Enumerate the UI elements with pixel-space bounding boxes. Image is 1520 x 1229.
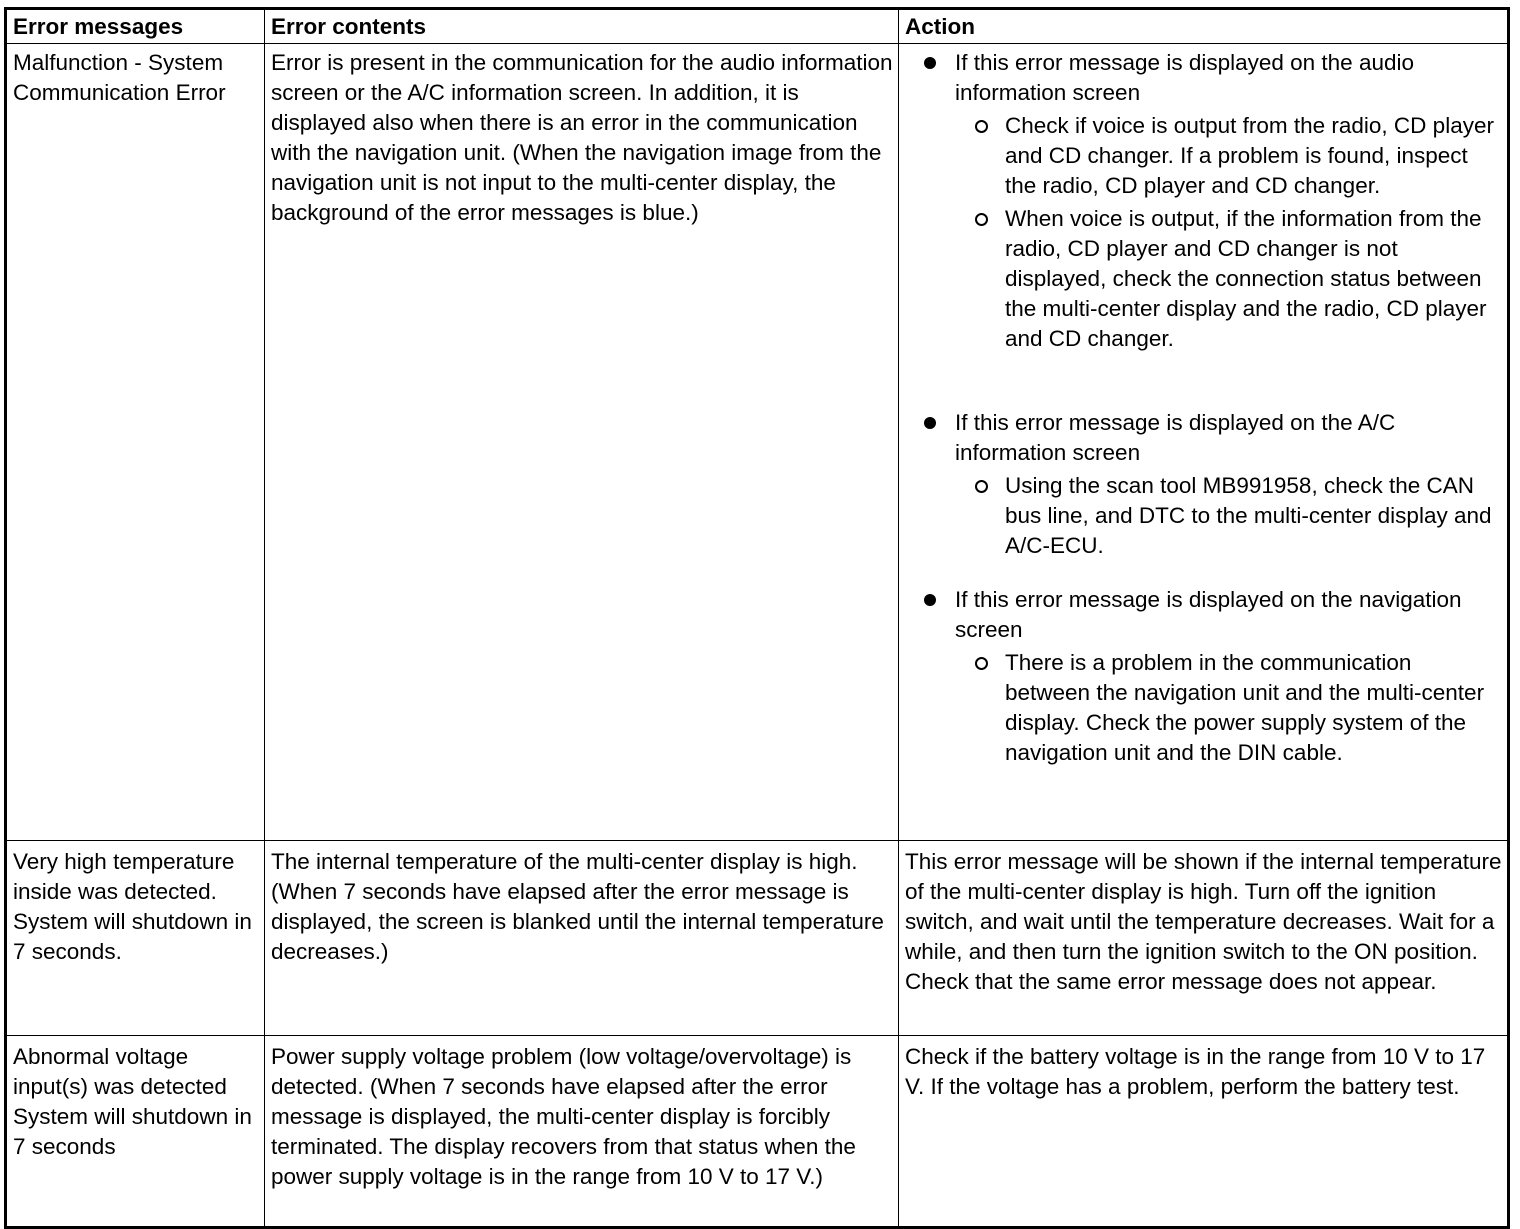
error-message-cell: Very high temperature inside was detected. System will shutdown in 7 seconds. [6,841,265,1036]
circle-bullet-icon [975,480,988,493]
error-message-cell: Malfunction - System Communication Error [6,44,265,841]
circle-bullet-icon [975,657,988,670]
action-sub-item [905,648,1502,768]
circle-bullet-icon [975,120,988,133]
bullet-dot-icon [924,417,936,429]
action-sub-text: When voice is output, if the information from the radio, CD player and CD changer is not displayed, check the connection status between the multi-center display and the radio, CD player and CD changer. [1005,206,1487,351]
table-row [6,841,1509,1036]
error-contents-cell: Power supply voltage problem (low voltage/overvoltage) is detected. (When 7 seconds have elapsed after the error message is displayed, the multi-center display is forcibly terminated. The display recovers from that status when the power supply voltage is in the range from 10 V to 17 V.) [265,1036,899,1228]
header-row [6,9,1509,44]
action-bullet-text: If this error message is displayed on the navigation screen [955,587,1462,642]
action-bullet-text: If this error message is displayed on the audio information screen [955,50,1414,105]
action-group [905,585,1502,768]
action-sub-text: Using the scan tool MB991958, check the CAN bus line, and DTC to the multi-center display and A/C-ECU. [1005,473,1492,558]
action-sub-item [905,111,1502,201]
table-row [6,44,1509,841]
action-sub-text: There is a problem in the communication between the navigation unit and the multi-center display. Check the power supply system of the navigation unit and the DIN cable. [1005,650,1485,765]
bullet-dot-icon [924,57,936,69]
error-message-cell: Abnormal voltage input(s) was detected System will shutdown in 7 seconds [6,1036,265,1228]
action-group [905,408,1502,561]
header-error-contents: Error contents [265,9,899,44]
error-contents-cell: The internal temperature of the multi-center display is high. (When 7 seconds have elapsed after the error message is displayed, the screen is blanked until the internal temperature decreases.) [265,841,899,1036]
error-contents-cell: Error is present in the communication for the audio information screen or the A/C information screen. In addition, it is displayed also when there is an error in the communication with the navigation unit. (When the navigation image from the navigation unit is not input to the multi-center display, the background of the error messages is blue.) [265,44,899,841]
action-sub-text: Check if voice is output from the radio, CD player and CD changer. If a problem is found, inspect the radio, CD player and CD changer. [1005,113,1494,198]
action-bullet [905,48,1502,108]
header-action: Action [899,9,1509,44]
header-error-messages: Error messages [6,9,265,44]
action-group [905,48,1502,354]
action-cell: Check if the battery voltage is in the range from 10 V to 17 V. If the voltage has a problem, perform the battery test. [899,1036,1509,1228]
action-sub-item [905,471,1502,561]
action-bullet [905,408,1502,468]
circle-bullet-icon [975,213,988,226]
error-table [4,7,1510,1229]
action-cell [899,44,1509,841]
action-bullet [905,585,1502,645]
action-bullet-text: If this error message is displayed on the A/C information screen [955,410,1396,465]
table-row [6,1036,1509,1228]
action-sub-item [905,204,1502,354]
bullet-dot-icon [924,594,936,606]
action-cell: This error message will be shown if the internal temperature of the multi-center display is high. Turn off the ignition switch, and wait until the temperature decreases. Wait for a while, and then turn the ignition switch to the ON position. Check that the same error message does not appear. [899,841,1509,1036]
